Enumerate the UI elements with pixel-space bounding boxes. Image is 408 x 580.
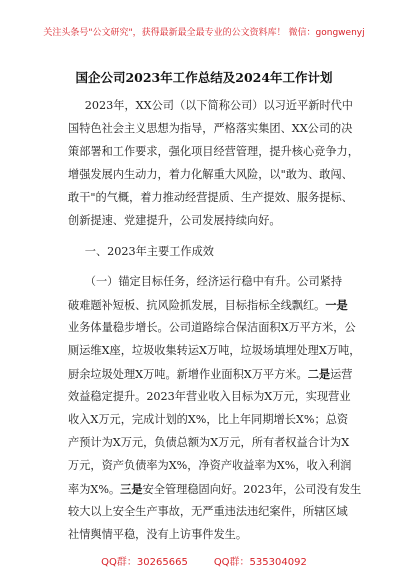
line-text: 2023年，XX公司（以下简称公司）以习近平新时代中 (84, 99, 353, 112)
body-line (68, 366, 358, 383)
footer-contacts (0, 553, 408, 568)
body-line (68, 458, 358, 474)
line-text: 产预计为X万元，负债总额为X万元，所有者权益合计为X (68, 436, 350, 449)
body-line (68, 274, 375, 290)
body-line (68, 297, 358, 314)
body-line (68, 435, 358, 451)
line-text: 厨余垃圾处理X万吨。新增作业面积X万平方米。 (68, 368, 308, 381)
body-line (68, 167, 358, 183)
body-line (68, 121, 358, 137)
body-line (68, 389, 358, 405)
body-line (68, 244, 375, 260)
line-text: 业务体量稳步增长。公司道路综合保洁面积X万平方米，公 (68, 321, 356, 334)
body-line (68, 504, 358, 520)
document-title: 国企公司2023年工作总结及2024年工作计划 (75, 70, 333, 85)
line-text: 国特色社会主义思想为指导，严格落实集团、XX公司的决 (68, 122, 353, 135)
promo-banner: 关注头条号"公文研究"，获得最新最全最专业的公文资料库！ 微信：gongwenyj (43, 28, 365, 38)
body-line (68, 213, 358, 229)
line-text: 收入X万元，完成计划的X%，比上年同期增长X%；总资 (68, 413, 349, 426)
line-text: 安全管理稳固向好。2023年，公司没有发生 (142, 483, 362, 496)
line-text: 一、2023年主要工作成效 (84, 245, 214, 258)
body-line (68, 144, 358, 160)
line-text: 厕运维X座，垃圾收集转运X万吨，垃圾场填埋处理X万吨， (68, 344, 361, 357)
body-line (68, 343, 361, 359)
line-text: 敢干"的气概，着力推动经营提质、生产提效、服务提标、 (68, 191, 353, 204)
line-text: 较大以上安全生产事故，无严重违法违纪案件，所辖区域 (68, 505, 348, 518)
emphasis-text: 二是 (307, 367, 331, 381)
line-text: 率为X%。 (68, 483, 121, 496)
body-line (68, 320, 358, 336)
body-line (68, 190, 358, 206)
body-line (68, 98, 375, 114)
line-text: 策部署和工作要求，强化项目经营管理，提升核心竞争力， (68, 145, 359, 158)
line-text: 破难题补短板、抗风险抓发展，目标指标全线飘红。 (68, 299, 326, 312)
line-text: 社情舆情平稳，没有上访事件发生。 (68, 528, 248, 541)
qq-group-1: QQ群：30265665 (101, 557, 188, 568)
line-text: 运营 (330, 368, 353, 381)
body-line (68, 481, 362, 498)
emphasis-text: 三是 (120, 482, 143, 496)
line-text: 创新提速、党建提升，公司发展持续向好。 (68, 214, 281, 227)
line-text: 增强发展内生动力，着力化解重大风险，以"敢为、敢闯、 (68, 168, 353, 181)
line-text: 效益稳定提升。2023年营业收入目标为X万元，实现营业 (68, 390, 351, 403)
emphasis-text: 一是 (325, 298, 348, 312)
line-text: （一）锚定目标任务，经济运行稳中有升。公司紧持 (84, 275, 343, 288)
body-line (68, 412, 358, 428)
body-line (68, 527, 358, 543)
line-text: 万元，资产负债率为X%，净资产收益率为X%，收入利润 (68, 459, 352, 472)
qq-group-2: QQ群：535304092 (213, 557, 307, 568)
